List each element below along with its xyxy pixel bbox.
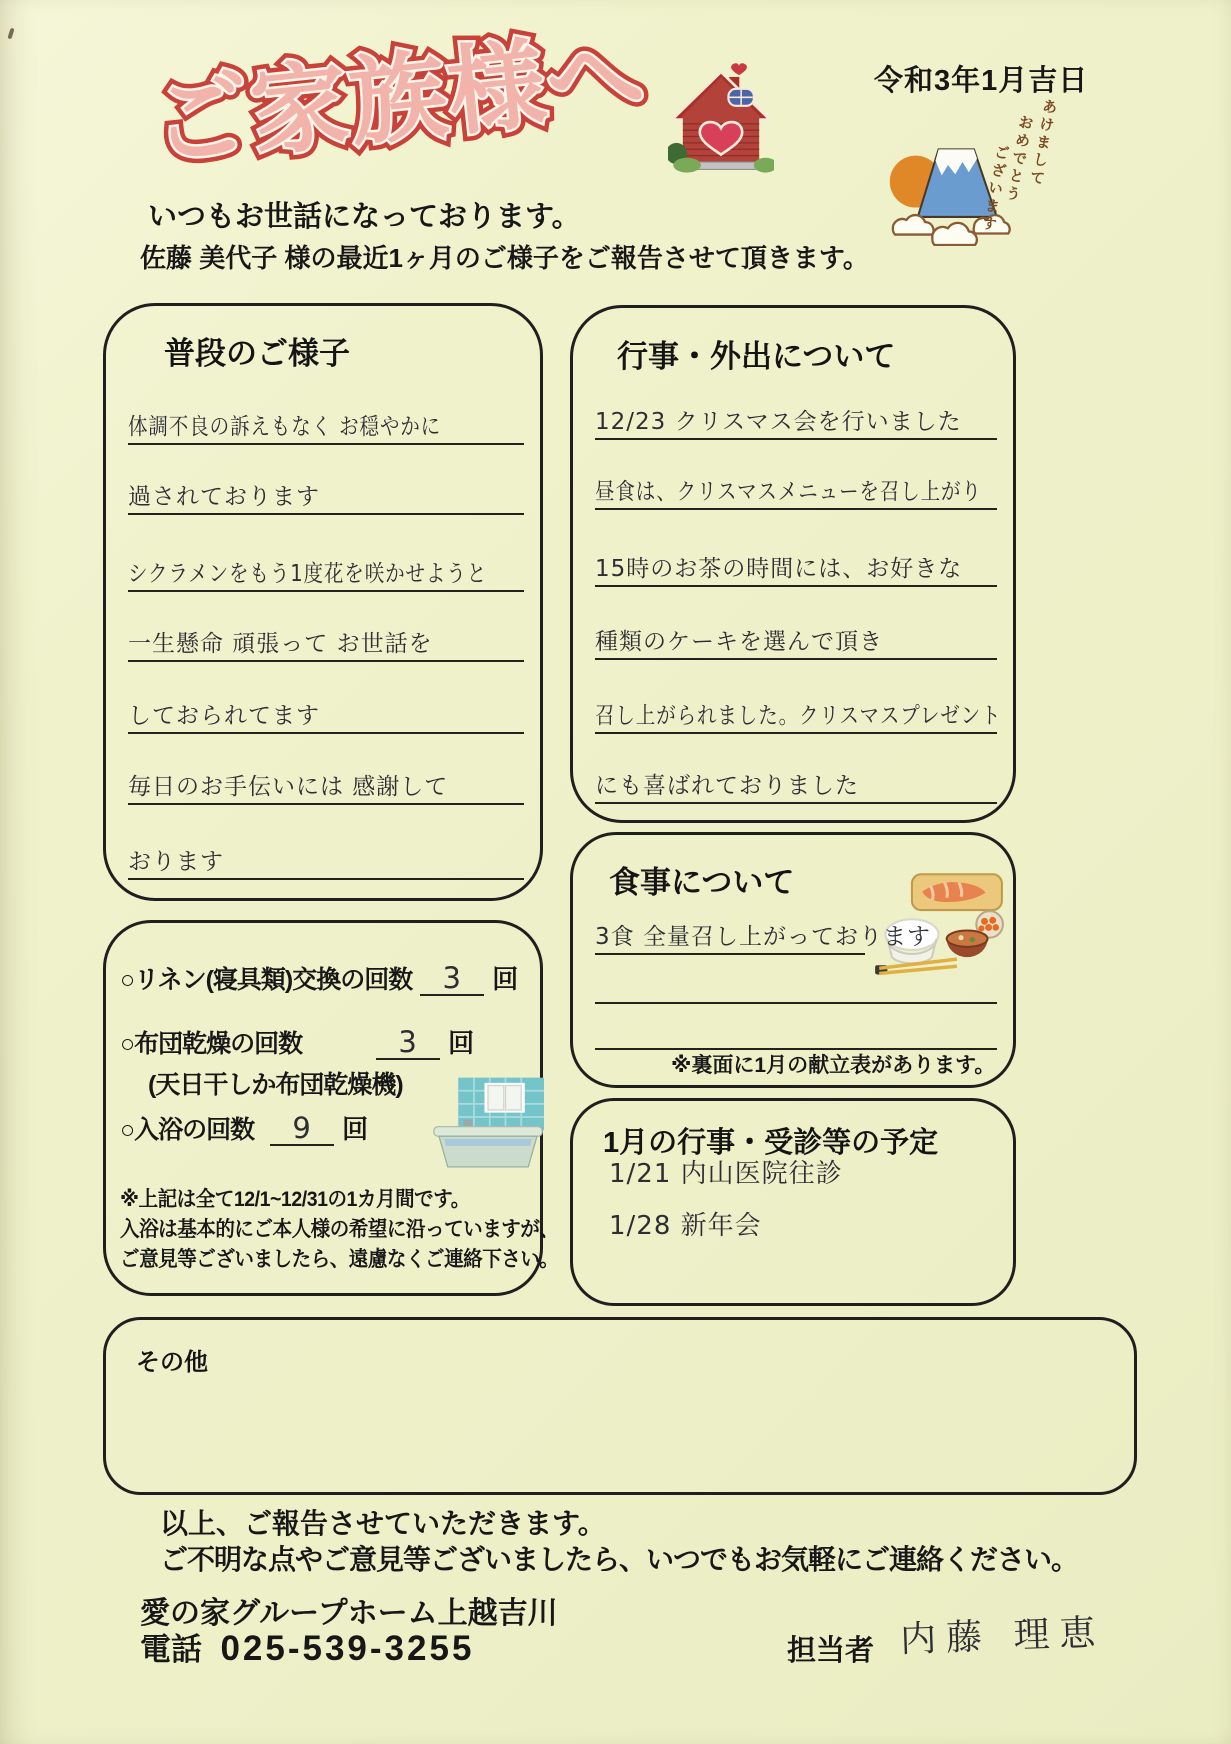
events-outings-box [570, 305, 1016, 823]
daily-condition-title: 普段のご様子 [164, 336, 350, 371]
daily-line: シクラメンをもう1度花を咲かせようと [128, 544, 524, 592]
newyear-text-line2: おめでとう [1002, 113, 1035, 205]
care-counts-box [103, 920, 559, 1296]
intro-line: 佐藤 美代子 様の最近1ヶ月のご様子をご報告させて頂きます。 [140, 243, 869, 273]
page-title: ご家族様へ ご家族様へ ご家族様へ [145, 0, 652, 186]
events-line: 昼食は、クリスマスメニューを召し上がり [595, 462, 997, 510]
bathtub-icon [432, 1073, 544, 1175]
house-window [728, 89, 753, 106]
scan-speck [7, 28, 14, 40]
counts-note-line: ご意見等ございましたら、遠慮なくご連絡下さい。 [120, 1247, 559, 1271]
meals-line-empty [595, 1002, 997, 1050]
other-box [103, 1317, 1137, 1495]
january-schedule-box [570, 1098, 1016, 1306]
daily-line: 毎日のお手伝いには 感謝して [128, 757, 524, 805]
daily-line: しておられてます [128, 686, 524, 734]
daily-line: 体調不良の訴えもなく お穏やかに [128, 397, 524, 445]
events-outings-title: 行事・外出について [617, 339, 896, 374]
phone-line [140, 1624, 474, 1669]
meals-box [570, 832, 1016, 1088]
counts-note-line: 入浴は基本的にご本人様の希望に沿っていますが、 [120, 1217, 559, 1241]
futon-count-row [120, 1023, 474, 1060]
linen-count-row [120, 959, 518, 996]
newyear-text-line3: ございます [978, 143, 1011, 235]
events-line: 12/23 クリスマス会を行いました [595, 392, 997, 440]
bath-count-row [120, 1109, 368, 1146]
meals-line-empty [595, 956, 997, 1004]
staff-signature: 内藤 理恵 [899, 1612, 1107, 1661]
events-line: にも喜ばれておりました [595, 756, 997, 804]
newyear-text-line1: あけまして [1026, 97, 1059, 189]
house-heart-icon [668, 62, 774, 174]
events-line: 15時のお茶の時間には、お好きな [595, 539, 997, 587]
meals-menu-note: ※裏面に1月の献立表があります。 [671, 1054, 996, 1077]
other-title: その他 [136, 1349, 208, 1376]
phone-label: 電話 [140, 1632, 202, 1667]
bath-count-value: 9 [270, 1114, 334, 1146]
linen-count-unit: 回 [492, 964, 519, 994]
daily-line: 過されております [128, 467, 524, 515]
futon-count-value: 3 [376, 1028, 440, 1060]
january-schedule-title: 1月の行事・受診等の予定 [603, 1127, 939, 1159]
letter-date: 令和3年1月吉日 [874, 65, 1089, 97]
events-line: 種類のケーキを選んで頂き [595, 612, 997, 660]
greeting-line: いつもお世話になっております。 [148, 201, 581, 233]
linen-count-label: ○リネン(寝具類)交換の回数 [120, 966, 413, 994]
bath-count-unit: 回 [342, 1114, 369, 1144]
schedule-entry: 1/28 新年会 [609, 1211, 762, 1241]
phone-number: 025-539-3255 [220, 1629, 475, 1668]
schedule-entry: 1/21 内山医院往診 [609, 1159, 843, 1189]
linen-count-value: 3 [420, 964, 484, 996]
closing-line-2: ご不明な点やご意見等ございましたら、いつでもお気軽にご連絡ください。 [160, 1544, 1079, 1575]
fuji-sunrise-icon [872, 96, 1067, 248]
daily-condition-box [103, 303, 543, 901]
counts-note-line: ※上記は全て12/1~12/31の1カ月間です。 [120, 1188, 470, 1211]
futon-count-label: ○布団乾燥の回数 [120, 1030, 303, 1058]
futon-count-sub: (天日干しか布団乾燥機) [148, 1071, 403, 1099]
daily-line: おります [128, 832, 524, 880]
daily-line: 一生懸命 頑張って お世話を [128, 614, 524, 662]
counts-note [120, 1185, 592, 1274]
meals-title: 食事について [609, 865, 795, 900]
closing-line-1: 以上、ご報告させていただきます。 [160, 1508, 606, 1539]
futon-count-unit: 回 [448, 1028, 475, 1058]
meals-line: 3食 全量召し上がっております [595, 907, 865, 955]
facility-name: 愛の家グループホーム上越吉川 [140, 1597, 558, 1630]
bath-count-label: ○入浴の回数 [120, 1116, 255, 1144]
staff-label: 担当者 [787, 1635, 875, 1667]
events-line: 召し上がられました。クリスマスプレゼント [595, 686, 997, 734]
